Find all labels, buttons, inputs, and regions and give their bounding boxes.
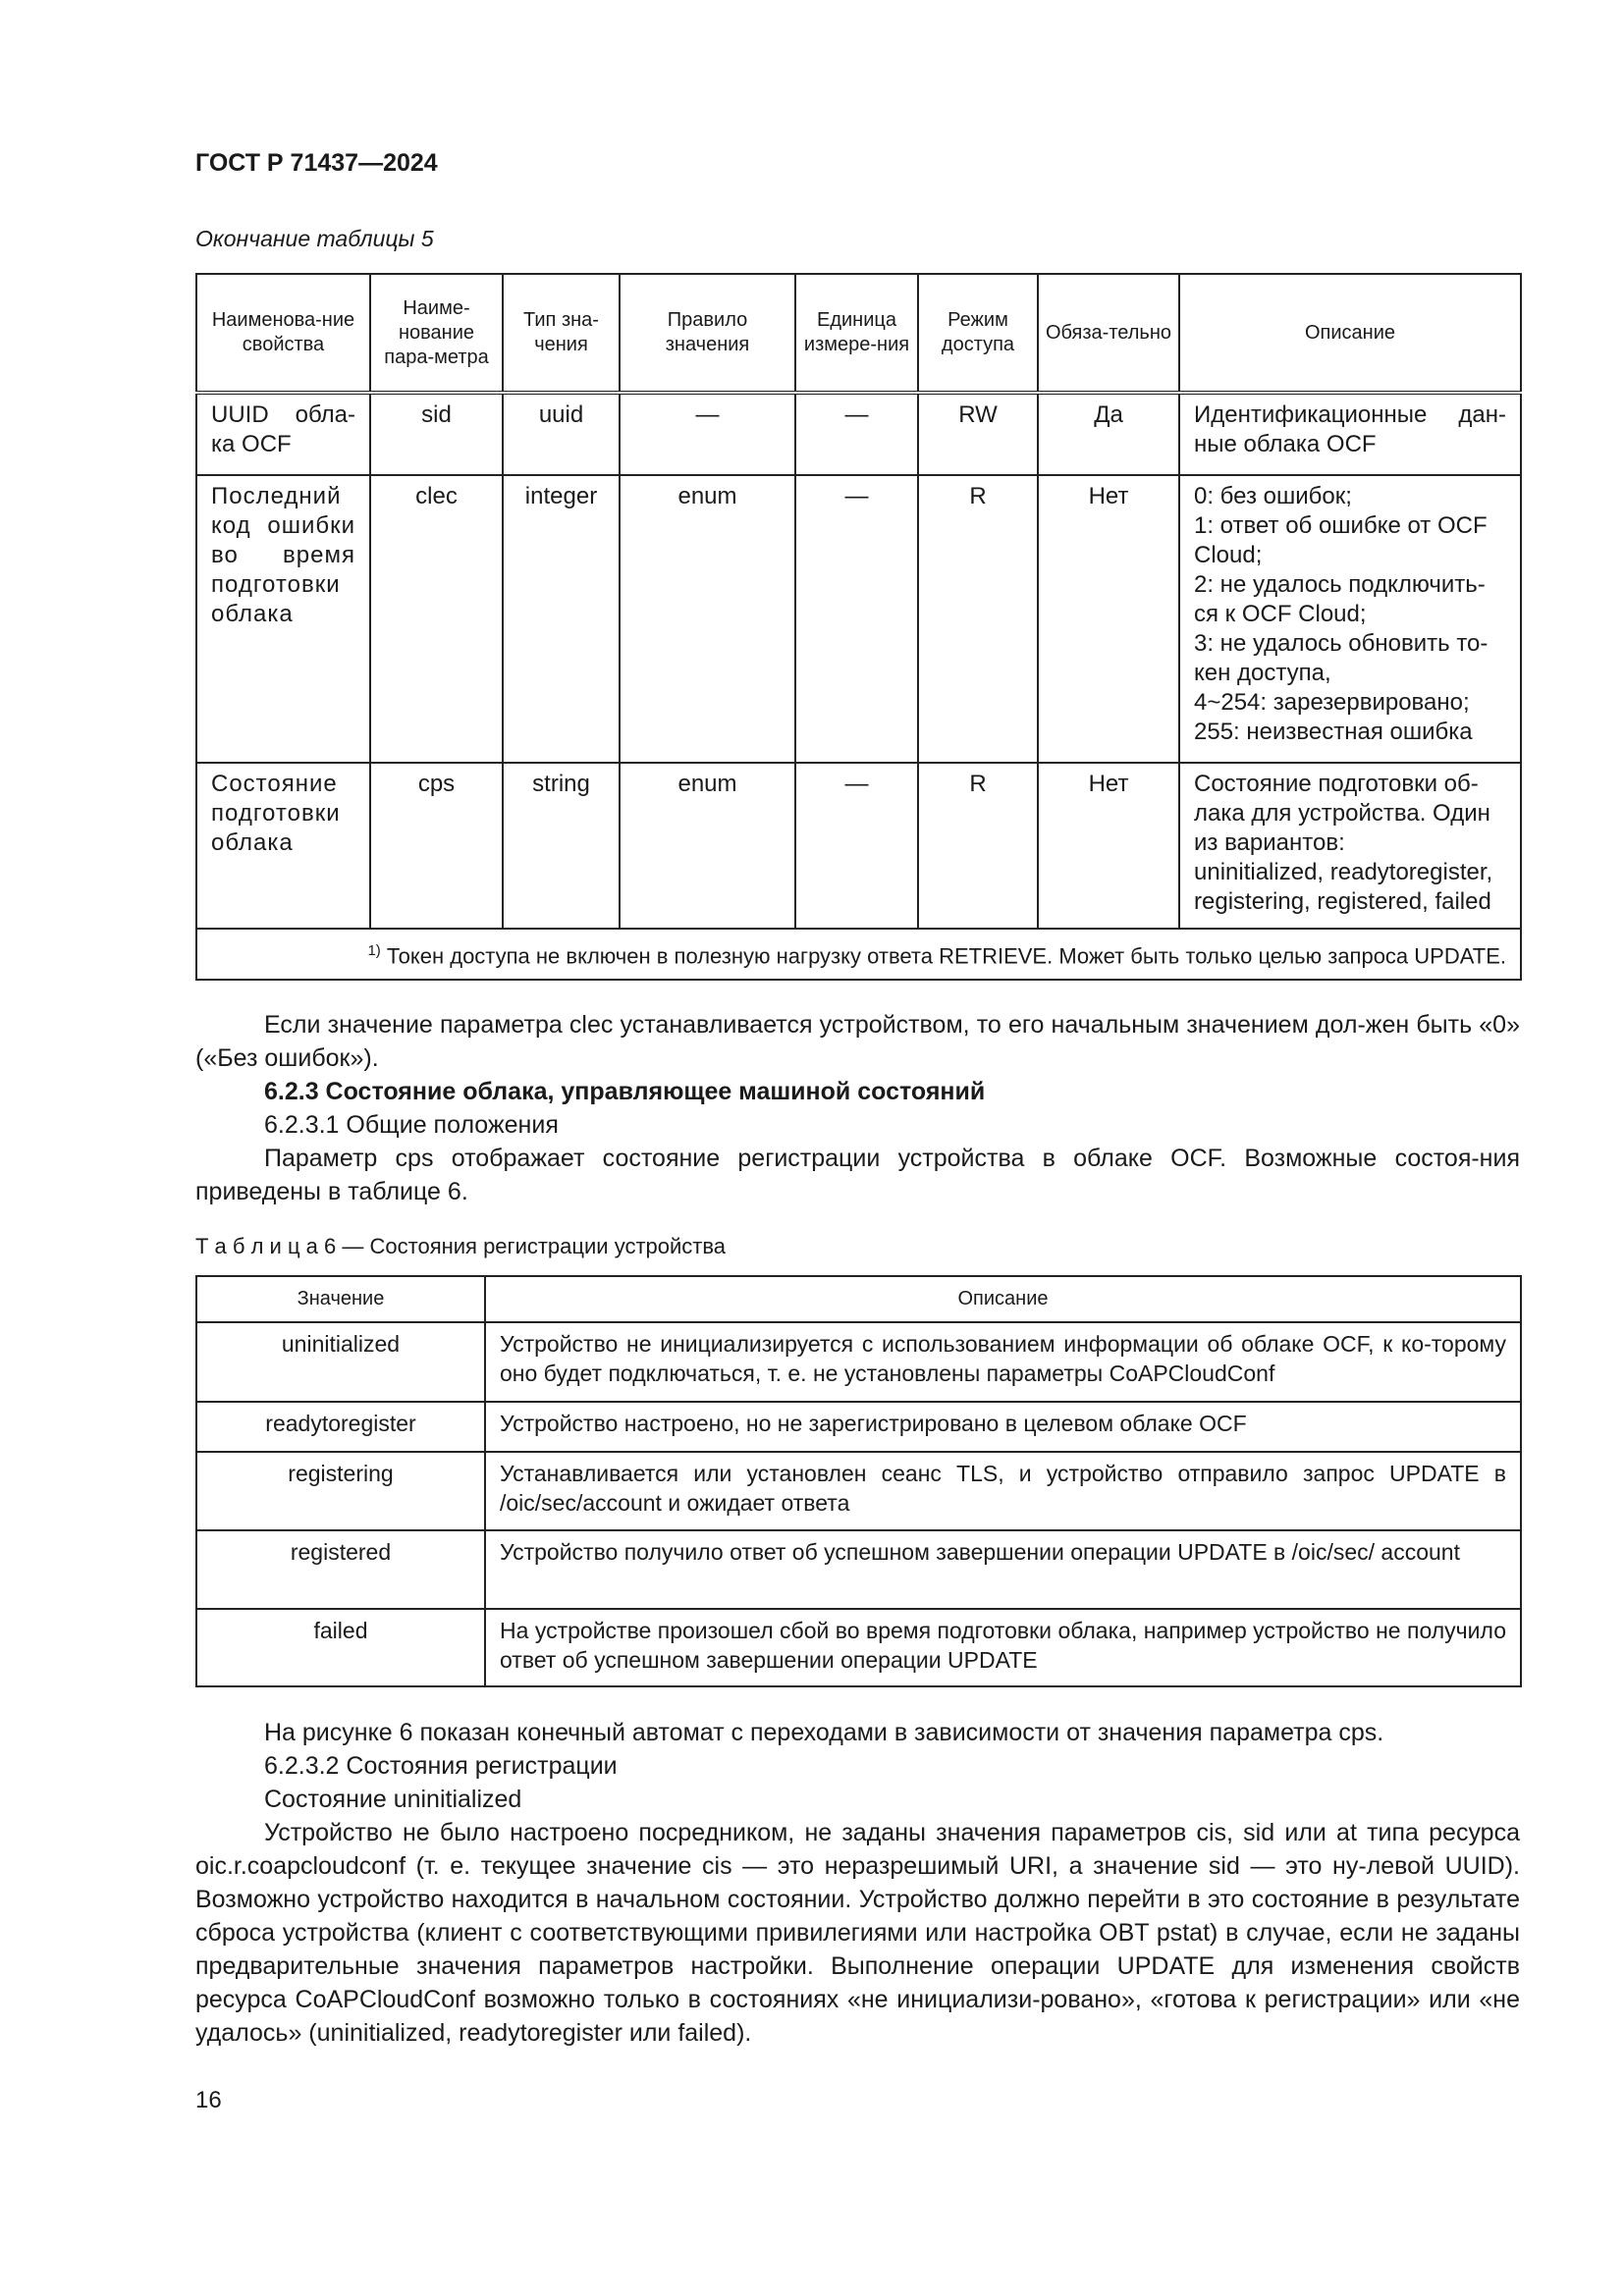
column-header: Режим доступа bbox=[918, 274, 1038, 393]
column-header: Описание bbox=[1179, 274, 1521, 393]
cell: sid bbox=[370, 393, 503, 475]
table-row bbox=[196, 1322, 1521, 1402]
cell: registered bbox=[196, 1530, 485, 1609]
footnote-mark: 1) bbox=[367, 942, 381, 960]
document-number-header: ГОСТ Р 71437—2024 bbox=[195, 149, 438, 177]
paragraph: Параметр cps отображает состояние регистрации устройства в облаке OCF. Возможные состоя-ния приведены в таблице 6. bbox=[195, 1145, 1520, 1205]
cell: uuid bbox=[503, 393, 620, 475]
table-row bbox=[196, 475, 1521, 763]
cell: 0: без ошибок; 1: ответ об ошибке от OCF Cloud; 2: не удалось подключить-ся к OCF Cloud; 3: не удалось обновить то-кен доступа, 4~254: зарезервировано; 255: неизвестная ошибка bbox=[1179, 475, 1521, 763]
table-row bbox=[196, 1530, 1521, 1609]
page-number: 16 bbox=[195, 2087, 222, 2113]
cell: Нет bbox=[1038, 763, 1179, 929]
table-row bbox=[196, 763, 1521, 929]
column-header: Значение bbox=[196, 1276, 485, 1322]
table-footnote bbox=[196, 929, 1521, 980]
cell: enum bbox=[620, 763, 795, 929]
table-row bbox=[196, 1452, 1521, 1530]
column-header: Единица измере-ния bbox=[795, 274, 918, 393]
section-heading: 6.2.3 Состояние облака, управляющее машиной состояний bbox=[264, 1078, 986, 1105]
cell: — bbox=[795, 393, 918, 475]
cell: uninitialized bbox=[196, 1322, 485, 1402]
table-row bbox=[196, 393, 1521, 475]
subsection-heading: 6.2.3.1 Общие положения bbox=[264, 1111, 559, 1139]
caption-label: Т а б л и ц а bbox=[195, 1234, 318, 1258]
column-header: Наиме-нование пара-метра bbox=[370, 274, 503, 393]
table-5-caption: Окончание таблицы 5 bbox=[195, 226, 434, 251]
cell: R bbox=[918, 475, 1038, 763]
subsection-heading: 6.2.3.2 Состояния регистрации bbox=[264, 1752, 618, 1780]
paragraph: Если значение параметра clec устанавливается устройством, то его начальным значением дол-жен быть «0» («Без ошибок»). bbox=[195, 1011, 1520, 1072]
cell: UUID обла-ка OCF bbox=[196, 393, 370, 475]
cell: — bbox=[795, 475, 918, 763]
paragraph: На рисунке 6 показан конечный автомат с переходами в зависимости от значения параметра cps. bbox=[264, 1719, 1384, 1746]
cell: string bbox=[503, 763, 620, 929]
table-footnote-row bbox=[196, 929, 1521, 980]
cell: — bbox=[795, 763, 918, 929]
caption-text: 6 — Состояния регистрации устройства bbox=[324, 1234, 727, 1258]
table-row bbox=[196, 1402, 1521, 1452]
footnote-text: Токен доступа не включен в полезную нагрузку ответа RETRIEVE. Может быть только целью запроса UPDATE. bbox=[386, 943, 1506, 969]
cell: — bbox=[620, 393, 795, 475]
cell: Последний код ошибки во время подготовки облака bbox=[196, 475, 370, 763]
column-header: Правило значения bbox=[620, 274, 795, 393]
column-header: Обяза-тельно bbox=[1038, 274, 1179, 393]
table-row bbox=[196, 1609, 1521, 1686]
table-6 bbox=[195, 1275, 1522, 1687]
table-header-row bbox=[196, 1276, 1521, 1322]
cell: registering bbox=[196, 1452, 485, 1530]
cell: Состояние подготовки об-лака для устройства. Один из вариантов: uninitialized, readytoregister, registering, registered, failed bbox=[1179, 763, 1521, 929]
cell: Состояние подготовки облака bbox=[196, 763, 370, 929]
column-header: Наименова-ние свойства bbox=[196, 274, 370, 393]
cell: failed bbox=[196, 1609, 485, 1686]
cell: readytoregister bbox=[196, 1402, 485, 1452]
cell: cps bbox=[370, 763, 503, 929]
cell: R bbox=[918, 763, 1038, 929]
cell: Устройство получило ответ об успешном завершении операции UPDATE в /oic/sec/ account bbox=[485, 1530, 1521, 1609]
cell: enum bbox=[620, 475, 795, 763]
table-6-caption bbox=[195, 1234, 726, 1259]
cell: Нет bbox=[1038, 475, 1179, 763]
table-5 bbox=[195, 273, 1522, 981]
paragraph: Устройство не было настроено посредником, не заданы значения параметров cis, sid или at типа ресурса oic.r.coapcloudconf (т. е. текущее значение cis — это неразрешимый URI, а значение sid — это ну-левой UUID). Возможно устройство находится в начальном состоянии. Устройство должно перейти в это состояние в результате сброса устройства (клиент с соответствующими привилегиями или настройка OBT pstat) в случае, если не заданы предварительные значения параметров настройки. Выполнение операции UPDATE для изменения свойств ресурса CoAPCloudConf возможно только в состояниях «не инициализи-ровано», «готова к регистрации» или «не удалось» (uninitialized, readytoregister или failed). bbox=[195, 1819, 1520, 2047]
cell: Устанавливается или установлен сеанс TLS, и устройство отправило запрос UPDATE в /oic/sec/account и ожидает ответа bbox=[485, 1452, 1521, 1530]
cell: clec bbox=[370, 475, 503, 763]
cell: На устройстве произошел сбой во время подготовки облака, например устройство не получило ответ об успешном завершении операции UPDATE bbox=[485, 1609, 1521, 1686]
cell: Идентификационные дан-ные облака OCF bbox=[1179, 393, 1521, 475]
column-header: Тип зна-чения bbox=[503, 274, 620, 393]
table-header-row bbox=[196, 274, 1521, 393]
cell: RW bbox=[918, 393, 1038, 475]
cell: Да bbox=[1038, 393, 1179, 475]
column-header: Описание bbox=[485, 1276, 1521, 1322]
cell: Устройство не инициализируется с использованием информации об облаке OCF, к ко-торому оно будет подключаться, т. е. не установлены параметры CoAPCloudConf bbox=[485, 1322, 1521, 1402]
cell: integer bbox=[503, 475, 620, 763]
cell: Устройство настроено, но не зарегистрировано в целевом облаке OCF bbox=[485, 1402, 1521, 1452]
subsection-heading: Состояние uninitialized bbox=[264, 1786, 522, 1813]
